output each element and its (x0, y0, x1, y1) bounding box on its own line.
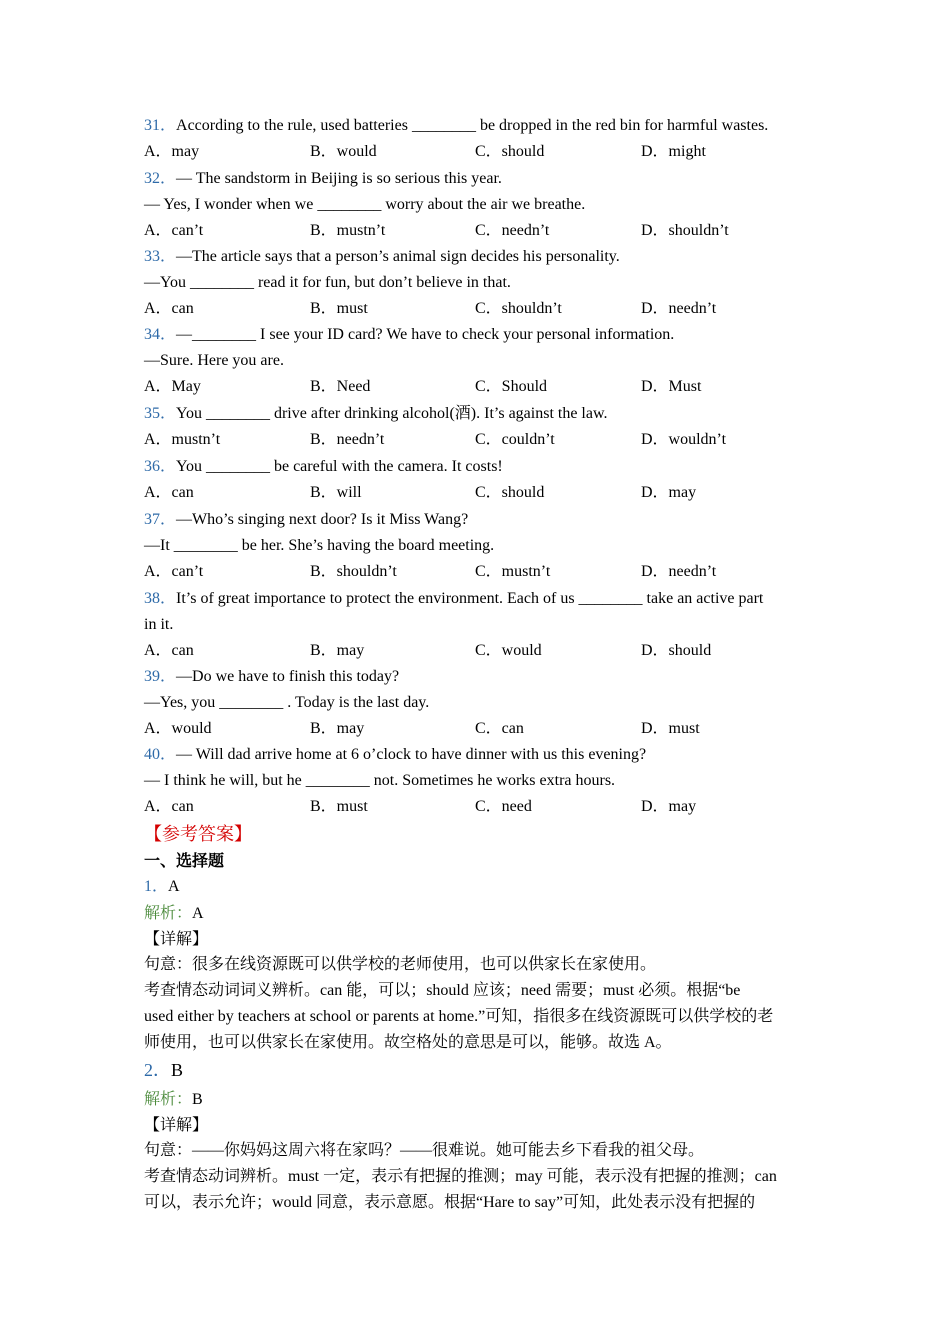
answer-option: C．Should (475, 378, 548, 395)
answer-option: D．must (641, 720, 700, 737)
answer-2 (144, 1060, 183, 1080)
question-number: 31． (144, 117, 177, 134)
jiexi-label: 解析： (144, 1091, 193, 1108)
explanation-line: 师使用，也可以供家长在家使用。故空格处的意思是可以，能够。故选 A。 (144, 1034, 672, 1051)
question-line (144, 195, 585, 215)
explanation-line: 考查情态动词词义辨析。can 能，可以；should 应该；need 需要；must 必须。根据“be (144, 982, 741, 999)
jiexi-value: A (192, 905, 204, 922)
explanation-line: used either by teachers at school or parents at home.”可知，指很多在线资源既可以供学校的老 (144, 1008, 774, 1025)
answer-option: D．needn’t (641, 563, 717, 580)
question-text: —The article says that a person’s animal sign decides his personality. (176, 248, 620, 265)
answer-option: B．Need (310, 378, 371, 395)
answer-option: B．may (310, 642, 365, 659)
answer-option: C．couldn’t (475, 431, 555, 448)
answer-option: B．must (310, 300, 368, 317)
answer-option: A．can (144, 300, 194, 317)
answer-option: D．needn’t (641, 300, 717, 317)
question-line (144, 589, 763, 609)
answer-option: C．should (475, 484, 545, 501)
question-text: —You ________ read it for fun, but don’t believe in that. (144, 274, 511, 291)
answer-option: D．may (641, 484, 697, 501)
question-text: — I think he will, but he ________ not. Sometimes he works extra hours. (144, 772, 616, 789)
answer-option: D．Must (641, 378, 702, 395)
question-text: —Who’s singing next door? Is it Miss Wang? (176, 511, 469, 528)
jiexi-1 (144, 904, 204, 924)
answer-option: C．mustn’t (475, 563, 551, 580)
answer-option: C．shouldn’t (475, 300, 562, 317)
answer-1 (144, 877, 180, 897)
answer-number: 2． (144, 1060, 171, 1080)
question-line (144, 693, 429, 713)
answer-option: C．need (475, 798, 532, 815)
answer-letter: B (171, 1060, 184, 1080)
question-line (144, 536, 494, 556)
answer-option: A．mustn’t (144, 431, 221, 448)
question-line (144, 273, 511, 293)
answer-option: C．needn’t (475, 222, 550, 239)
answer-option: C．would (475, 642, 542, 659)
jiexi-label: 解析： (144, 905, 193, 922)
answer-option: A．can (144, 798, 194, 815)
explanation-line: 考查情态动词辨析。must 一定，表示有把握的推测；may 可能，表示没有把握的推测；can (144, 1168, 777, 1185)
question-text: — The sandstorm in Beijing is so serious this year. (176, 170, 502, 187)
question-text: It’s of great importance to protect the environment. Each of us ________ take an active part (176, 590, 764, 607)
answer-option: A．may (144, 143, 200, 160)
answer-letter: A (168, 878, 180, 895)
answer-option: A．would (144, 720, 212, 737)
question-line (144, 404, 608, 424)
answer-option: A．can (144, 642, 194, 659)
jiexi-2 (144, 1090, 203, 1110)
question-number: 40． (144, 746, 177, 763)
answer-option: B．will (310, 484, 362, 501)
explanation-line: 句意：很多在线资源既可以供学校的老师使用，也可以供家长在家使用。 (144, 956, 657, 973)
answer-option: D．shouldn’t (641, 222, 729, 239)
section-title: 一、选择题 (144, 853, 225, 870)
detail-heading: 【详解】 (144, 1117, 209, 1134)
jiexi-value: B (192, 1091, 203, 1108)
question-number: 38． (144, 590, 177, 607)
answer-option: B．must (310, 798, 368, 815)
question-line (144, 510, 468, 530)
answer-option: B．needn’t (310, 431, 385, 448)
answer-option: A．can’t (144, 222, 204, 239)
answer-option: A．May (144, 378, 201, 395)
answer-option: D．may (641, 798, 697, 815)
detail-heading: 【详解】 (144, 931, 209, 948)
question-text: —Do we have to finish this today? (176, 668, 400, 685)
explanation-line: 句意：——你妈妈这周六将在家吗？——很难说。她可能去乡下看我的祖父母。 (144, 1142, 705, 1159)
question-line (144, 615, 173, 635)
question-text: — Yes, I wonder when we ________ worry about the air we breathe. (144, 196, 586, 213)
question-number: 36． (144, 458, 177, 475)
question-text: You ________ be careful with the camera. It costs! (176, 458, 503, 475)
answer-option: C．should (475, 143, 545, 160)
question-line (144, 457, 503, 477)
answer-option: D．wouldn’t (641, 431, 727, 448)
question-text: —Yes, you ________ . Today is the last day. (144, 694, 430, 711)
question-line (144, 247, 620, 267)
answer-option: C．can (475, 720, 524, 737)
answer-option: D．might (641, 143, 706, 160)
question-text: —Sure. Here you are. (144, 352, 284, 369)
question-number: 39． (144, 668, 177, 685)
question-line (144, 169, 502, 189)
answer-option: A．can’t (144, 563, 204, 580)
question-line (144, 351, 284, 371)
question-text: You ________ drive after drinking alcohol(酒). It’s against the law. (176, 405, 608, 422)
question-text: —________ I see your ID card? We have to check your personal information. (176, 326, 675, 343)
answer-option: B．mustn’t (310, 222, 386, 239)
question-number: 37． (144, 511, 177, 528)
answer-option: A．can (144, 484, 194, 501)
answer-option: D．should (641, 642, 712, 659)
question-number: 33． (144, 248, 177, 265)
explanation-line: 可以，表示允许；would 同意，表示意愿。根据“Hare to say”可知，此处表示没有把握的 (144, 1194, 756, 1211)
question-text: According to the rule, used batteries ________ be dropped in the red bin for harmful wastes. (176, 117, 769, 134)
question-text: —It ________ be her. She’s having the board meeting. (144, 537, 495, 554)
question-text: in it. (144, 616, 174, 633)
answer-option: B．shouldn’t (310, 563, 397, 580)
question-line (144, 325, 674, 345)
answer-number: 1． (144, 878, 169, 895)
question-number: 35． (144, 405, 177, 422)
question-number: 34． (144, 326, 177, 343)
question-text: — Will dad arrive home at 6 o’clock to have dinner with us this evening? (176, 746, 647, 763)
answers-heading: 【参考答案】 (144, 824, 252, 844)
answer-option: B．may (310, 720, 365, 737)
question-line (144, 771, 615, 791)
question-line (144, 116, 768, 136)
answer-option: B．would (310, 143, 377, 160)
question-line (144, 667, 399, 687)
question-line (144, 745, 646, 765)
question-number: 32． (144, 170, 177, 187)
